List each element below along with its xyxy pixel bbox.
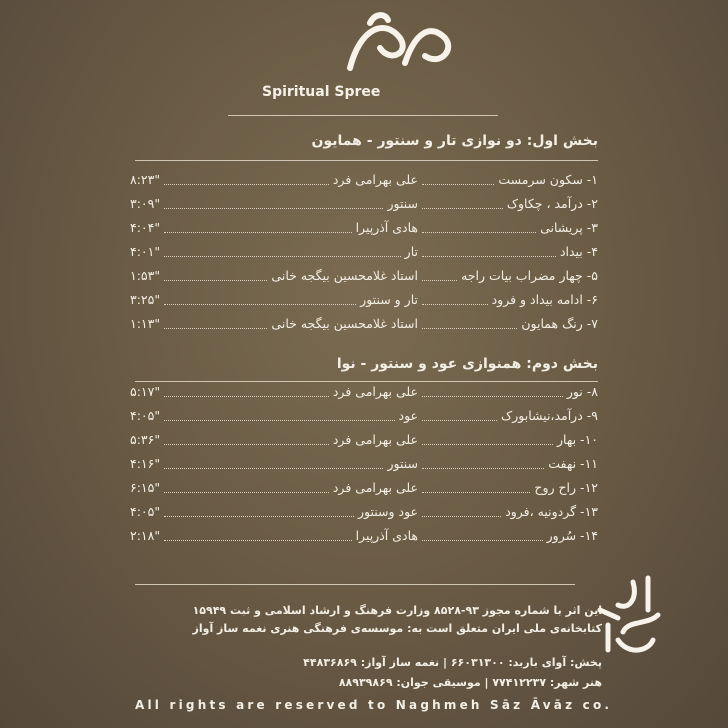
track-name: ۲- درآمد ، چکاوک (506, 196, 598, 211)
leader-dots (422, 256, 556, 257)
leader-dots (164, 256, 401, 257)
track-row (130, 528, 598, 550)
track-duration: ۳:۰۹" (130, 196, 161, 211)
track-performer: استاد غلامحسین بیگجه خانی (271, 316, 418, 331)
leader-dots (164, 540, 352, 541)
track-duration: ۶:۱۵" (130, 480, 161, 495)
track-performer: تار (404, 244, 418, 259)
leader-dots (422, 328, 517, 329)
track-row (130, 432, 598, 454)
track-performer: هادی آذرپیرا (355, 528, 418, 543)
track-performer: عود وسنتور (357, 504, 418, 519)
leader-dots (422, 208, 503, 209)
track-name: ۱- سکون سرمست (498, 172, 598, 187)
leader-dots (422, 184, 494, 185)
leader-dots (164, 468, 383, 469)
track-name: ۷- رنگ همایون (521, 316, 598, 331)
leader-dots (422, 232, 536, 233)
track-name: ۹- درآمد،نیشابورک (501, 408, 598, 423)
track-name: ۱۳- گردونیه ،فرود (505, 504, 598, 519)
leader-dots (422, 304, 488, 305)
leader-dots (164, 516, 354, 517)
album-title-en: Spiritual Spree (262, 84, 381, 100)
track-row (130, 220, 598, 242)
track-row (130, 244, 598, 266)
album-title-fa (300, 8, 303, 9)
track-performer: سنتور (387, 196, 418, 211)
publisher-logo-text (588, 570, 591, 571)
track-duration: ۴:۱۶" (130, 456, 161, 471)
track-duration: ۴:۰۵" (130, 408, 161, 423)
leader-dots (422, 516, 501, 517)
leader-dots (422, 420, 497, 421)
track-row (130, 384, 598, 406)
leader-dots (164, 444, 329, 445)
track-name: ۱۱- نهفت (548, 456, 598, 471)
leader-dots (422, 492, 530, 493)
distribution-line-2: هنر شهر: ۷۷۴۱۲۲۳۷ | موسیقی جوان: ۸۸۹۳۹۸۶۹ (338, 676, 602, 689)
track-performer: علی بهرامی فرد (332, 432, 418, 447)
track-performer: عود (398, 408, 418, 423)
leader-dots (164, 328, 267, 329)
track-row (130, 316, 598, 338)
leader-dots (164, 184, 329, 185)
distribution-line: پخش: آوای باربد: ۶۶۰۳۱۳۰۰ | نغمه ساز آواز: ۴۴۸۳۶۸۶۹ (303, 656, 602, 669)
divider-part2 (135, 381, 598, 382)
track-row (130, 292, 598, 314)
track-duration: ۵:۳۶" (130, 432, 161, 447)
track-row (130, 408, 598, 430)
track-duration: ۱:۵۳" (130, 268, 161, 283)
track-duration: ۸:۲۳" (130, 172, 161, 187)
leader-dots (422, 540, 543, 541)
divider-top (228, 115, 498, 116)
library-line: کتابخانه‌ی ملی ایران متعلق است به: موسسه‌ی فرهنگی هنری نغمه ساز آواز (192, 622, 602, 635)
track-name: ۳- پریشانی (540, 220, 598, 235)
track-duration: ۲:۱۸" (130, 528, 161, 543)
track-name: ۱۲- راح روح (534, 480, 598, 495)
track-performer: هادی آذرپیرا (355, 220, 418, 235)
track-row (130, 172, 598, 194)
part1-title: بخش اول: دو نوازی تار و سنتور - همایون (311, 133, 598, 149)
track-performer: سنتور (387, 456, 418, 471)
copyright-notice: All rights are reserved to Naghmeh Sāz Āvāz co. (135, 698, 613, 712)
leader-dots (164, 420, 395, 421)
track-name: ۵- چهار مضراب بیات راجه (461, 268, 598, 283)
leader-dots (164, 396, 329, 397)
track-performer: علی بهرامی فرد (332, 480, 418, 495)
track-row (130, 196, 598, 218)
leader-dots (422, 280, 457, 281)
divider-part1 (135, 160, 598, 161)
leader-dots (422, 396, 563, 397)
part2-title: بخش دوم: همنوازی عود و سنتور - نوا (336, 356, 598, 372)
track-duration: ۵:۱۷" (130, 384, 161, 399)
track-duration: ۴:۰۴" (130, 220, 161, 235)
leader-dots (164, 304, 356, 305)
leader-dots (164, 208, 383, 209)
license-line: این اثر با شماره مجوز ۹۳-۸۵۲۸ وزارت فرهنگ و ارشاد اسلامی و ثبت ۱۵۹۴۹ (192, 604, 602, 617)
divider-footer (135, 584, 575, 585)
leader-dots (164, 232, 352, 233)
track-duration: ۴:۰۵" (130, 504, 161, 519)
track-row (130, 504, 598, 526)
track-name: ۱۰- بهار (556, 432, 598, 447)
track-name: ۶- ادامه بیداد و فرود (491, 292, 598, 307)
leader-dots (164, 492, 329, 493)
track-row (130, 268, 598, 290)
track-row (130, 456, 598, 478)
album-logo-calligraphy (330, 8, 460, 83)
track-name: ۱۴- سُرور (546, 528, 598, 543)
track-name: ۸- نور (566, 384, 598, 399)
track-performer: علی بهرامی فرد (332, 172, 418, 187)
track-performer: استاد غلامحسین بیگجه خانی (271, 268, 418, 283)
track-duration: ۴:۰۱" (130, 244, 161, 259)
track-duration: ۳:۲۵" (130, 292, 161, 307)
leader-dots (422, 444, 553, 445)
leader-dots (164, 280, 267, 281)
leader-dots (422, 468, 544, 469)
track-performer: علی بهرامی فرد (332, 384, 418, 399)
track-performer: تار و سنتور (360, 292, 418, 307)
track-duration: ۱:۱۳" (130, 316, 161, 331)
track-row (130, 480, 598, 502)
track-name: ۴- بیداد (559, 244, 598, 259)
